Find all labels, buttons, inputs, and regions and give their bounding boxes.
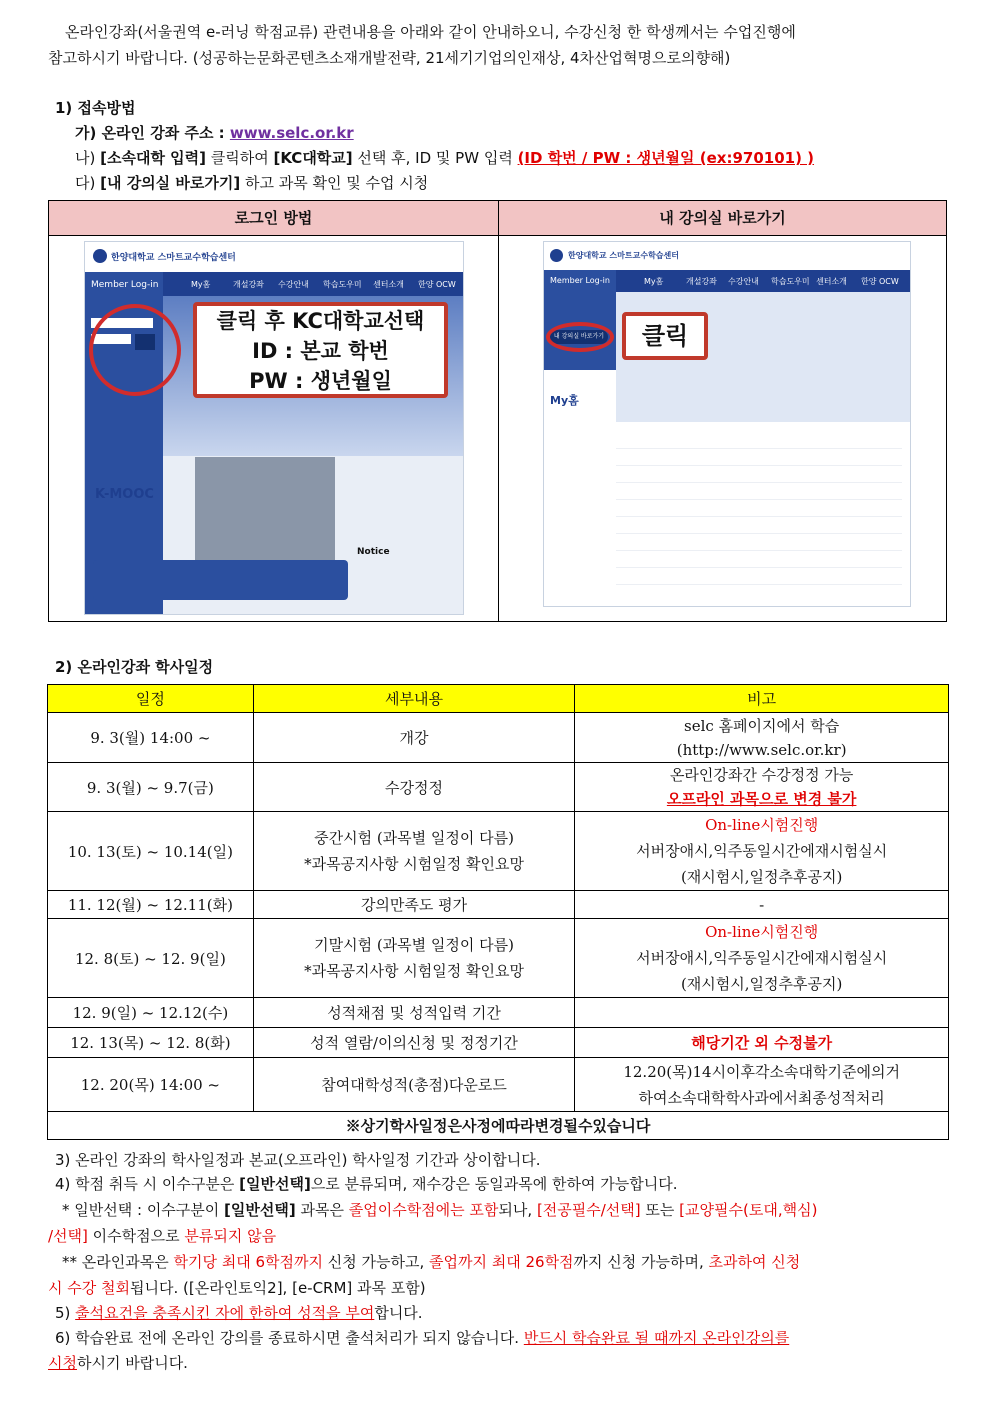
schedule-footer: ※상기학사일정은사정에따라변경될수있습니다 xyxy=(48,1112,949,1140)
n5-b: 출석요건을 충족시킨 자에 한하여 성적을 부여 xyxy=(75,1304,375,1322)
callout-line-3: PW : 생년월일 xyxy=(249,369,392,393)
shot2-navbar xyxy=(616,270,910,292)
selc-link[interactable]: www.selc.or.kr xyxy=(229,124,354,142)
n4s-h: [교양필수(토대,핵심) xyxy=(679,1201,818,1219)
n4s-d: 졸업이수학점에는 포함 xyxy=(348,1201,499,1219)
row-detail: 성적채점 및 성적입력 기간 xyxy=(253,998,575,1028)
row-date: 10. 13(토) ~ 10.14(일) xyxy=(48,812,254,891)
row-date: 12. 8(토) ~ 12. 9(일) xyxy=(48,919,254,998)
shot2-nav-2[interactable]: 수강안내 xyxy=(728,277,759,286)
shot2-univ: 한양대학교 스마트교수학습센터 xyxy=(568,251,679,260)
callout-line-1: 클릭 후 KC대학교선택 xyxy=(216,309,425,333)
n4ss-a: ** 온라인과목은 xyxy=(62,1253,174,1271)
row-note: - xyxy=(575,891,949,919)
classroom-screenshot xyxy=(543,241,911,607)
item-c-prefix: 다) xyxy=(75,174,101,192)
intro-line-2: 참고하시기 바랍니다. (성공하는문화콘텐츠소재개발전략, 21세기기업의인재상, 4차산업혁명으로의향해) xyxy=(48,49,731,67)
note-5 xyxy=(55,1299,423,1327)
n4s-b: [일반선택] xyxy=(224,1201,296,1219)
n4s-i: /선택] xyxy=(48,1227,88,1245)
detail-line: 기말시험 (과목별 일정이 다름) xyxy=(314,936,514,954)
item-b-mid: 클릭하여 xyxy=(206,149,274,167)
n4ss-g: 시 수강 철회 xyxy=(48,1279,130,1297)
note-line: (http://www.selc.or.kr) xyxy=(676,740,847,759)
note-line: (재시험시,일정추후공지) xyxy=(680,975,843,993)
shot1-building-image xyxy=(195,457,335,567)
row-detail: 강의만족도 평가 xyxy=(253,891,575,919)
note-line: 온라인강좌간 수강정정 가능 xyxy=(669,766,854,784)
n6-a: 6) 학습완료 전에 온라인 강의를 종료하시면 출석처리가 되지 않습니다. xyxy=(55,1329,524,1347)
shot1-univ: 한양대학교 스마트교수학습센터 xyxy=(111,253,236,263)
row-note xyxy=(575,998,949,1028)
table-row xyxy=(48,1058,949,1112)
note-4-subsub xyxy=(62,1248,800,1276)
row-date: 12. 9(일) ~ 12.12(수) xyxy=(48,998,254,1028)
my-classroom-header: 내 강의실 바로가기 xyxy=(499,201,946,236)
shot2-header xyxy=(544,242,910,270)
item-c-bold: [내 강의실 바로가기] xyxy=(100,174,241,192)
shot1-nav-1[interactable]: 개설강좌 xyxy=(233,280,264,289)
detail-line: 중간시험 (과목별 일정이 다름) xyxy=(314,829,514,847)
shot1-member-login: Member Log-in xyxy=(91,280,159,290)
n5-c: 합니다. xyxy=(374,1304,423,1322)
table-row xyxy=(48,1028,949,1058)
header-date: 일정 xyxy=(48,685,254,713)
shot2-member-login: Member Log-in xyxy=(550,276,610,285)
login-highlight-circle xyxy=(89,304,181,396)
note-red-line: 오프라인 과목으로 변경 불가 xyxy=(666,790,857,808)
n4ss-d: 졸업까지 최대 26학점 xyxy=(429,1253,574,1271)
shot2-course-table xyxy=(616,432,902,592)
item-a-label: 가) 온라인 강좌 주소 : xyxy=(75,124,230,142)
note-4-subsub-cont xyxy=(48,1274,426,1302)
kmooc-logo: K-MOOC xyxy=(95,487,154,502)
note-line: (재시험시,일정추후공지) xyxy=(680,868,843,886)
row-note: 해당기간 외 수정불가 xyxy=(575,1028,949,1058)
note-red-line: On-line시험진행 xyxy=(705,816,819,834)
header-note: 비고 xyxy=(575,685,949,713)
row-note xyxy=(575,763,949,812)
row-note xyxy=(575,812,949,891)
table-row xyxy=(48,763,949,812)
intro-line-1: 온라인강좌(서울권역 e-러닝 학점교류) 관련내용을 아래와 같이 안내하오니, 수강신청 한 학생께서는 수업진행에 xyxy=(65,23,796,41)
n4s-f: [전공필수/선택] xyxy=(536,1201,641,1219)
schedule-footer-row xyxy=(48,1112,949,1140)
row-detail: 성적 열람/이의신청 및 정정기간 xyxy=(253,1028,575,1058)
shot2-sidebar xyxy=(544,270,616,370)
n4s-a: * 일반선택 : 이수구분이 xyxy=(62,1201,225,1219)
item-b-bold2: [KC대학교] xyxy=(273,149,353,167)
row-date: 12. 13(목) ~ 12. 8(화) xyxy=(48,1028,254,1058)
shot1-carousel[interactable] xyxy=(93,560,348,600)
note-4-sub xyxy=(62,1196,817,1224)
note-6 xyxy=(55,1324,789,1352)
table-row xyxy=(48,891,949,919)
table-row xyxy=(48,998,949,1028)
login-screenshot xyxy=(84,241,464,615)
item-b-red: (ID 학번 / PW : 생년월일 (ex:970101) ) xyxy=(517,149,815,167)
shot1-nav-2[interactable]: 수강안내 xyxy=(278,280,309,289)
row-date: 9. 3(월) ~ 9.7(금) xyxy=(48,763,254,812)
item-c-rest: 하고 과목 확인 및 수업 시청 xyxy=(240,174,429,192)
section2-title: 2) 온라인강좌 학사일정 xyxy=(55,658,214,676)
n4ss-e: 까지 신청 가능하며, xyxy=(573,1253,709,1271)
section1-title: 1) 접속방법 xyxy=(55,99,136,117)
schedule-table xyxy=(47,684,949,1140)
n4ss-h: 됩니다. ([온라인토익2], [e-CRM] 과목 포함) xyxy=(130,1279,426,1297)
n6-b: 반드시 학습완료 될 때까지 온라인강의를 xyxy=(523,1329,790,1347)
shot2-my-home: My홈 xyxy=(550,394,579,407)
row-date: 11. 12(월) ~ 12.11(화) xyxy=(48,891,254,919)
shot2-nav-1[interactable]: 개설강좌 xyxy=(686,277,717,286)
shot1-nav-0[interactable]: My홈 xyxy=(191,280,211,289)
shot1-notice: Notice xyxy=(357,547,390,557)
n4s-e: 되나, xyxy=(498,1201,537,1219)
row-note xyxy=(575,1058,949,1112)
shot2-nav-0[interactable]: My홈 xyxy=(644,277,664,286)
detail-line: *과목공지사항 시험일정 확인요망 xyxy=(304,962,524,980)
row-date: 9. 3(월) 14:00 ~ xyxy=(48,713,254,763)
table-row xyxy=(48,713,949,763)
shot1-nav-5[interactable]: 한양 OCW xyxy=(418,280,456,289)
note-4-sub-cont xyxy=(48,1222,276,1250)
table-row xyxy=(48,919,949,998)
n4s-c: 과목은 xyxy=(295,1201,349,1219)
note-line: selc 홈페이지에서 학습 xyxy=(684,716,840,735)
callout-line-2: ID : 본교 학번 xyxy=(252,339,389,363)
univ-logo-icon xyxy=(93,249,107,263)
schedule-header-row xyxy=(48,685,949,713)
n4s-k: 분류되지 않음 xyxy=(184,1227,277,1245)
row-detail: 개강 xyxy=(253,713,575,763)
row-detail: 참여대학성적(총점)다운로드 xyxy=(253,1058,575,1112)
click-callout: 클릭 xyxy=(622,312,708,360)
section1-item-c xyxy=(75,169,428,197)
login-method-header: 로그인 방법 xyxy=(49,201,498,236)
shot1-nav-3[interactable]: 학습도우미 xyxy=(323,280,362,289)
shot1-header xyxy=(85,242,463,272)
my-button-highlight xyxy=(546,322,614,352)
n4-c: 으로 분류되며, 재수강은 동일과목에 한하여 가능합니다. xyxy=(310,1175,678,1193)
shot1-navbar xyxy=(163,272,463,296)
n4ss-b: 학기당 최대 6학점까지 xyxy=(173,1253,323,1271)
shot2-nav-5[interactable]: 한양 OCW xyxy=(861,277,899,286)
note-6-cont xyxy=(48,1349,188,1377)
detail-line: *과목공지사항 시험일정 확인요망 xyxy=(304,855,524,873)
section1-item-b xyxy=(75,144,814,172)
note-line: 서버장애시,익주동일시간에재시험실시 xyxy=(636,949,888,967)
note-red-line: On-line시험진행 xyxy=(705,923,819,941)
n5-a: 5) xyxy=(55,1304,76,1322)
row-detail xyxy=(253,919,575,998)
note-line: 12.20(목)14시이후각소속대학기준에의거 xyxy=(623,1062,900,1081)
item-b-mid2: 선택 후, ID 및 PW 입력 xyxy=(352,149,518,167)
my-classroom-cell xyxy=(499,236,946,621)
note-line: 하여소속대학학사과에서최종성적처리 xyxy=(638,1088,885,1107)
item-b-bold1: [소속대학 입력] xyxy=(100,149,206,167)
section1-item-a xyxy=(75,119,354,147)
n6-c: 시청 xyxy=(48,1354,77,1372)
header-detail: 세부내용 xyxy=(253,685,575,713)
shot1-nav-4[interactable]: 센터소개 xyxy=(373,280,404,289)
row-date: 12. 20(목) 14:00 ~ xyxy=(48,1058,254,1112)
n4ss-f: 초과하여 신청 xyxy=(708,1253,801,1271)
note-3: 3) 온라인 강좌의 학사일정과 본교(오프라인) 학사일정 기간과 상이합니다. xyxy=(55,1151,541,1169)
login-callout xyxy=(193,302,448,398)
row-note xyxy=(575,713,949,763)
table-row xyxy=(48,812,949,891)
univ-logo-icon-2 xyxy=(550,249,563,262)
login-method-cell xyxy=(49,236,498,621)
n4-a: 4) 학점 취득 시 이수구분은 xyxy=(55,1175,240,1193)
n4-b: [일반선택] xyxy=(239,1175,311,1193)
my-classroom-button[interactable]: 내 강의실 바로가기 xyxy=(550,330,608,344)
note-line: 서버장애시,익주동일시간에재시험실시 xyxy=(636,842,888,860)
row-detail xyxy=(253,812,575,891)
row-detail: 수강정정 xyxy=(253,763,575,812)
n4ss-c: 신청 가능하고, xyxy=(322,1253,429,1271)
shot2-nav-3[interactable]: 학습도우미 xyxy=(771,277,810,286)
row-note xyxy=(575,919,949,998)
shot2-nav-4[interactable]: 센터소개 xyxy=(816,277,847,286)
n4s-g: 또는 xyxy=(640,1201,680,1219)
n6-d: 하시기 바랍니다. xyxy=(76,1354,188,1372)
note-4 xyxy=(55,1170,677,1198)
item-b-prefix: 나) xyxy=(75,149,101,167)
n4s-j: 이수학점으로 xyxy=(87,1227,185,1245)
login-guide-table xyxy=(48,200,947,622)
